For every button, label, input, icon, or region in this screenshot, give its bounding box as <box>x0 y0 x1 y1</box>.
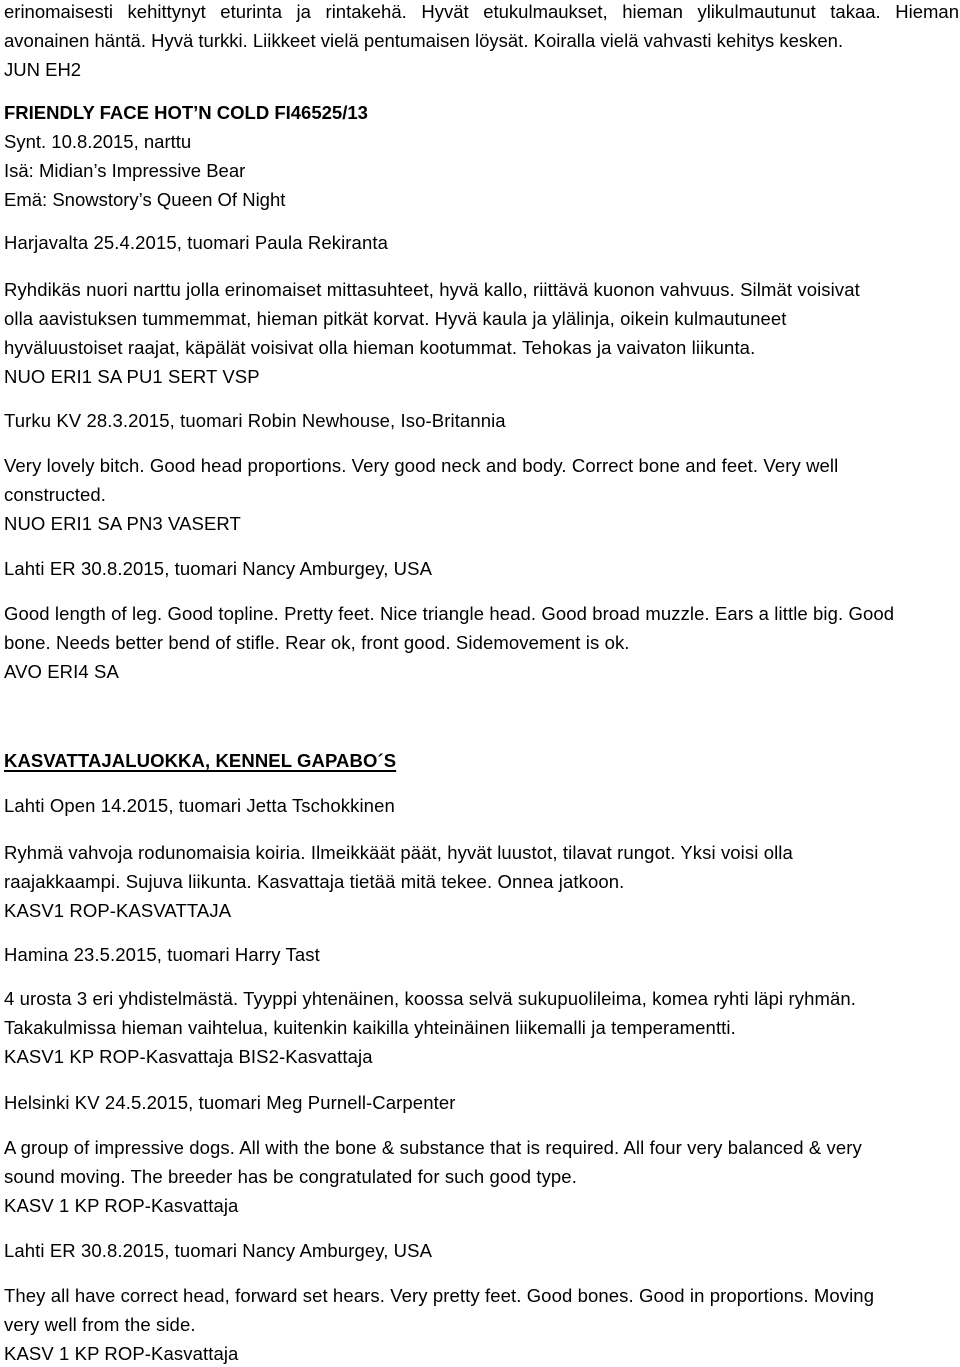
dog-sire: Isä: Midian’s Impressive Bear <box>4 160 246 181</box>
show-header: Helsinki KV 24.5.2015, tuomari Meg Purnell-Carpenter <box>4 1092 456 1113</box>
show-result: AVO ERI4 SA <box>4 661 119 682</box>
critique-line: constructed. <box>4 484 106 505</box>
critique-line: Good length of leg. Good topline. Pretty feet. Nice triangle head. Good broad muzzle. Ears a little big. Good <box>4 603 895 624</box>
critique-line: They all have correct head, forward set hears. Very pretty feet. Good bones. Good in proportions. Moving <box>4 1285 875 1306</box>
critique-line: Takakulmissa hieman vaihtelua, kuitenkin kaikilla yhteinäinen liikemalli ja temperamentti. <box>4 1017 736 1038</box>
critique-line: raajakkaampi. Sujuva liikunta. Kasvattaja tietää mitä tekee. Onnea jatkoon. <box>4 871 625 892</box>
show-result: KASV1 ROP-KASVATTAJA <box>4 900 232 921</box>
dog-name: FRIENDLY FACE HOT’N COLD FI46525/13 <box>4 102 368 123</box>
show-result: NUO ERI1 SA PU1 SERT VSP <box>4 366 260 387</box>
show-result: KASV 1 KP ROP-Kasvattaja <box>4 1195 239 1216</box>
show-header: Harjavalta 25.4.2015, tuomari Paula Rekiranta <box>4 232 388 253</box>
critique-line: Very lovely bitch. Good head proportions. Very good neck and body. Correct bone and feet. Very well <box>4 455 839 476</box>
show-result: KASV 1 KP ROP-Kasvattaja <box>4 1343 239 1364</box>
show-header: Turku KV 28.3.2015, tuomari Robin Newhouse, Iso-Britannia <box>4 410 506 431</box>
critique-line: bone. Needs better bend of stifle. Rear ok, front good. Sidemovement is ok. <box>4 632 630 653</box>
dog-dam: Emä: Snowstory’s Queen Of Night <box>4 189 286 210</box>
show-header: Lahti Open 14.2015, tuomari Jetta Tschokkinen <box>4 795 395 816</box>
show-header: Lahti ER 30.8.2015, tuomari Nancy Amburgey, USA <box>4 558 433 579</box>
show-header: Lahti ER 30.8.2015, tuomari Nancy Amburgey, USA <box>4 1240 433 1261</box>
show-result: KASV1 KP ROP-Kasvattaja BIS2-Kasvattaja <box>4 1046 373 1067</box>
show-header: Hamina 23.5.2015, tuomari Harry Tast <box>4 944 320 965</box>
critique-line: Ryhmä vahvoja rodunomaisia koiria. Ilmeikkäät päät, hyvät luustot, tilavat rungot. Yksi voisi olla <box>4 842 793 863</box>
critique-line: 4 urosta 3 eri yhdistelmästä. Tyyppi yhtenäinen, koossa selvä sukupuolileima, komea ryhti läpi ryhmän. <box>4 988 857 1009</box>
show-result: NUO ERI1 SA PN3 VASERT <box>4 513 241 534</box>
critique-line: olla aavistuksen tummemmat, hieman pitkät korvat. Hyvä kaula ja ylälinja, oikein kulmautuneet <box>4 308 787 329</box>
dog-birth: Synt. 10.8.2015, narttu <box>4 131 192 152</box>
critique-line: A group of impressive dogs. All with the bone & substance that is required. All four very balanced & very <box>4 1137 862 1158</box>
intro-line-1: erinomaisesti kehittynyt eturinta ja rintakehä. Hyvät etukulmaukset, hieman ylikulmautunut takaa. Hieman <box>4 1 959 22</box>
intro-result: JUN EH2 <box>4 59 82 80</box>
critique-line: very well from the side. <box>4 1314 196 1335</box>
critique-line: Ryhdikäs nuori narttu jolla erinomaiset mittasuhteet, hyvä kallo, riittävä kuonon vahvuus. Silmät voisivat <box>4 279 860 300</box>
section-title: KASVATTAJALUOKKA, KENNEL GAPABO´S <box>4 750 397 771</box>
intro-line-2: avonainen häntä. Hyvä turkki. Liikkeet vielä pentumaisen löysät. Koiralla vielä vahvasti kehitys kesken. <box>4 30 844 51</box>
critique-line: hyväluustoiset raajat, käpälät voisivat olla hieman kootummat. Tehokas ja vaivaton liikunta. <box>4 337 756 358</box>
critique-line: sound moving. The breeder has be congratulated for such good type. <box>4 1166 577 1187</box>
